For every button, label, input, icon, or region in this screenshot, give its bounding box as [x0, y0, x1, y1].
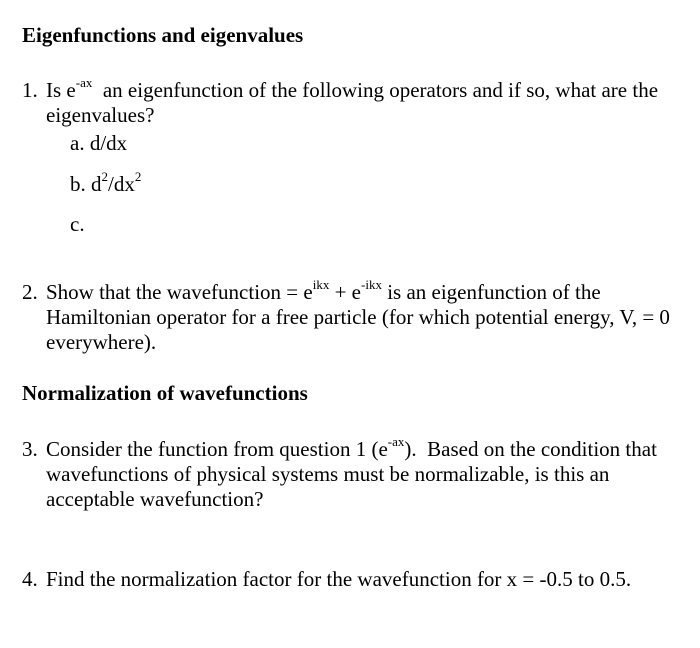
q3-text-a: Consider the function from question 1 (e — [46, 437, 388, 461]
q3-text-b: ). Based on the condition that wavefunctions of physical systems must be normalizable, is this an acceptable wavefunction? — [46, 437, 663, 511]
question-4-number: 4. — [22, 567, 38, 591]
q1-part-b-sup1: 2 — [101, 169, 108, 184]
q1-part-b-mid: /dx — [108, 172, 135, 196]
question-4 — [22, 567, 672, 592]
question-2-number: 2. — [22, 280, 38, 304]
q3-exponent: -ax — [387, 434, 405, 449]
section-heading-eigenfunctions: Eigenfunctions and eigenvalues — [22, 23, 304, 47]
question-4-text: Find the normalization factor for the wavefunction for x = -0.5 to 0.5. — [46, 567, 632, 591]
question-1-part-c: c. — [70, 212, 85, 236]
q1-text-b: an eigenfunction of the following operators and if so, what are the eigenvalues? — [46, 78, 664, 127]
q1-text-a: Is e — [46, 78, 76, 102]
question-1-part-a: a. d/dx — [70, 131, 128, 155]
question-1-text — [46, 75, 672, 128]
question-3-text — [46, 434, 672, 512]
q1-part-b-pre: b. d — [70, 172, 102, 196]
q1-part-b-sup2: 2 — [134, 169, 142, 184]
question-2 — [22, 277, 672, 355]
question-3 — [22, 434, 672, 512]
section-heading-normalization: Normalization of wavefunctions — [22, 381, 308, 405]
question-1 — [22, 75, 672, 128]
q2-exponent-2: -ikx — [361, 277, 382, 292]
q2-text-b: + e — [329, 280, 361, 304]
question-3-number: 3. — [22, 437, 38, 461]
q1-exponent: -ax — [75, 75, 93, 90]
question-1-part-b — [70, 169, 142, 197]
q2-exponent-1: ikx — [312, 277, 330, 292]
q2-text-c: is an eigenfunction of the Hamiltonian operator for a free particle (for which potential energy, V, = 0 everywhere). — [46, 280, 670, 354]
q2-text-a: Show that the wavefunction = e — [46, 280, 313, 304]
question-2-text — [46, 277, 672, 355]
question-1-number: 1. — [22, 78, 38, 102]
